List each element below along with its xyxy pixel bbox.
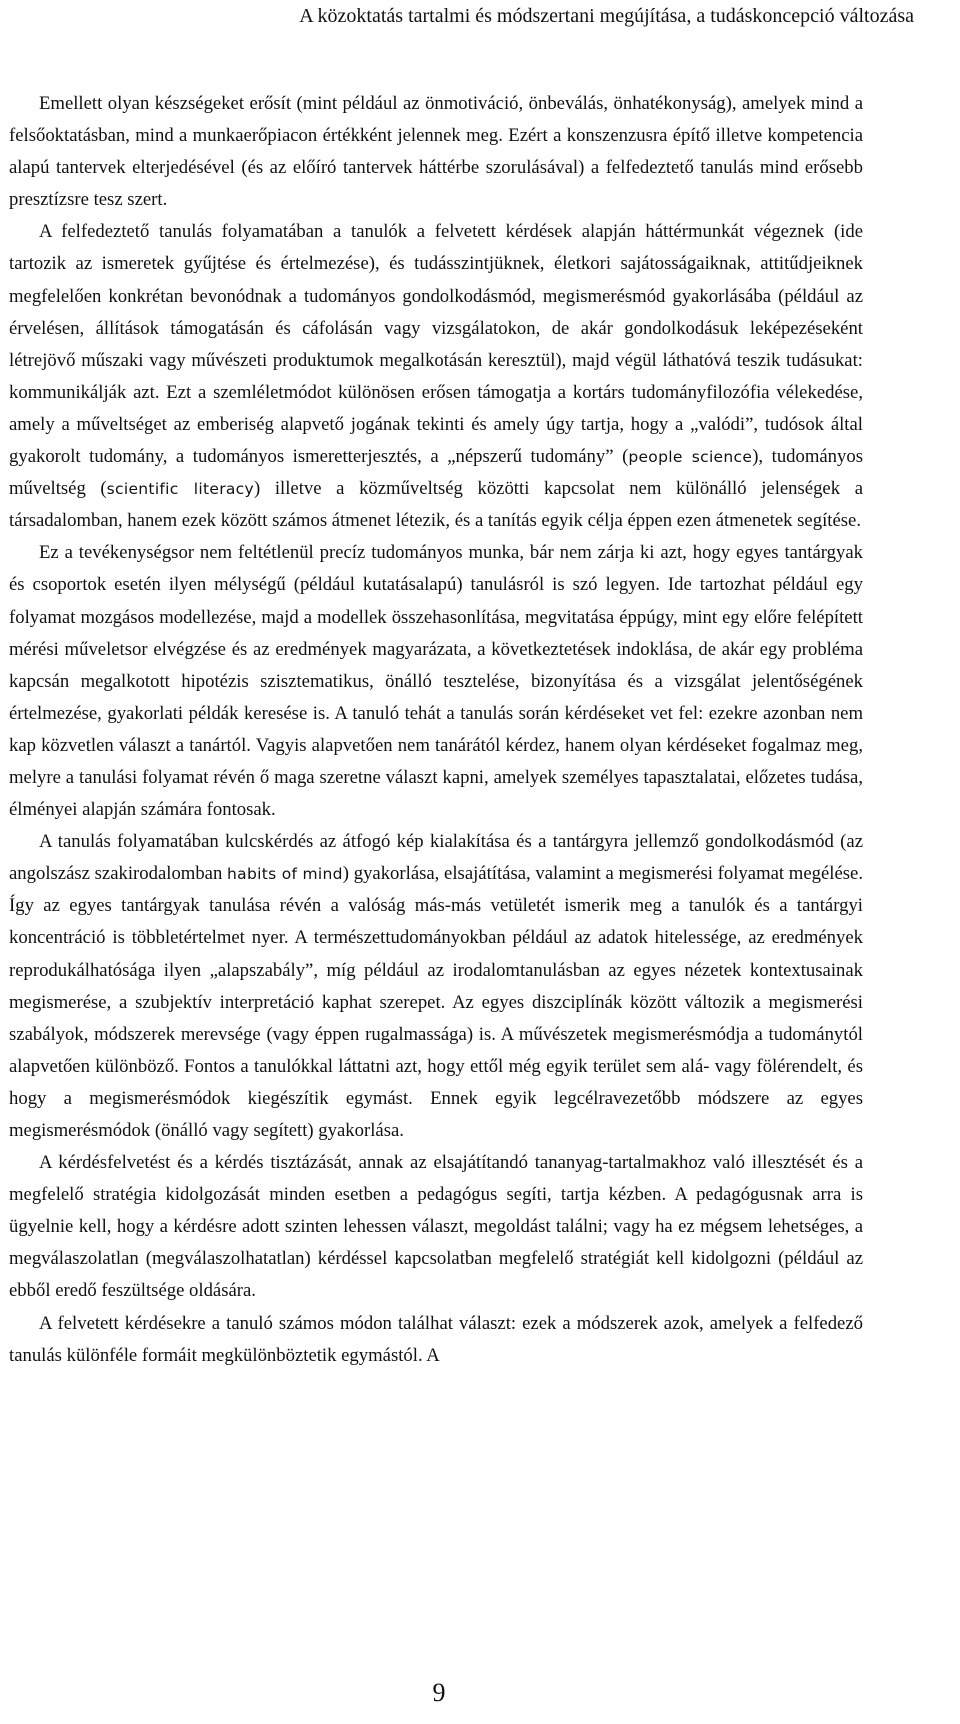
- term-scientific-literacy: scientific literacy: [106, 480, 254, 499]
- paragraph-1: Emellett olyan készségeket erősít (mint például az önmotiváció, önbeválás, önhatékonyság), amelyek mind a felsőoktatásban, mind a munkaerőpiacon értékként jelennek meg. Ezért a konszenzusra építő illetve kompetencia alapú tantervek elterjedésével (és az előíró tantervek háttérbe szorulásával) a felfedeztető tanulás mind erősebb presztízsre tesz szert.: [9, 93, 863, 211]
- paragraph-2: [9, 216, 863, 537]
- paragraph-2-text-a: A felfedeztető tanulás folyamatában a tanulók a felvetett kérdések alapján háttérmunkát végeznek (ide tartozik az ismeretek gyűjtése és értelmezése), és tudásszintjüknek, életkori sajátosságaiknak, attitűdjeiknek megfelelően konkrétan bevonódnak a tudományos gondolkodásmód, megismerésmód gyakorlásába (például az érvelésen, állítások támogatásán és cáfolásán vagy vizsgálatokon, de akár gondolkodásuk leképezéseként létrejövő műszaki vagy művészeti produktumok megalkotásán keresztül), majd végül láthatóvá teszik tudásukat: kommunikálják azt. Ezt a szemléletmódot különösen erősen támogatja a kortárs tudományfilozófia vélekedése, amely a műveltséget az emberiség alapvető jogának tekinti és amely úgy tartja, hogy a „valódi”, tudósok által gyakorolt tudomány, a tudományos ismeretterjesztés, a „népszerű tudomány” (: [9, 221, 863, 468]
- term-habits-of-mind: habits of mind: [227, 865, 343, 884]
- paragraph-6: A felvetett kérdésekre a tanuló számos módon találhat választ: ezek a módszerek azok, amelyek a felfedező tanulás különféle formáit megkülönböztetik egymástól. A: [9, 1312, 863, 1366]
- paragraph-5: A kérdésfelvetést és a kérdés tisztázását, annak az elsajátítandó tananyag-tartalmakhoz való illesztését és a megfelelő stratégia kidolgozását minden esetben a pedagógus segíti, tartja kézben. A pedagógusnak arra is ügyelnie kell, hogy a kérdésre adott szinten lehessen választ, megoldást találni; vagy ha ez mégsem lehetséges, a megválaszolatlan (megválaszolhatatlan) kérdéssel kapcsolatban megfelelő stratégiát kell kidolgozni (például az ebből eredő feszültsége oldására.: [9, 1152, 863, 1302]
- running-header: A közoktatás tartalmi és módszertani megújítása, a tudáskoncepció változása: [299, 5, 914, 27]
- paragraph-3: Ez a tevékenységsor nem feltétlenül precíz tudományos munka, bár nem zárja ki azt, hogy egyes tantárgyak és csoportok esetén ilyen mélységű (például kutatásalapú) tanulásról is szó legyen. Ide tartozhat például egy folyamat mozgásos modellezése, majd a modellek összehasonlítása, megvitatása éppúgy, mint egy előre felépített mérési műveletsor elvégzése és az eredmények magyarázata, a következtetések indoklása, de akár egy probléma kapcsán megalkotott hipotézis szisztematikus, önálló tesztelése, bizonyítása és a vizsgálat jelentőségének értelmezése, gyakorlati példák keresése is. A tanuló tehát a tanulás során kérdéseket vet fel: ezekre azonban nem kap közvetlen választ a tanártól. Vagyis alapvetően nem tanárától kérdez, hanem olyan kérdéseket fogalmaz meg, melyre a tanulási folyamat révén ő maga szeretne választ kapni, amelyek személyes tapasztalatai, előzetes tudása, élményei alapján számára fontosak.: [9, 542, 863, 821]
- paragraph-2-text-b: ), tudományos műveltség (: [9, 446, 863, 500]
- paragraph-2-text-c: ) illetve a közműveltség közötti kapcsolat nem különálló jelenségek a társadalomban, hanem ezek között számos átmenet létezik, és a tanítás egyik célja éppen ezen átmenetek segítése.: [9, 478, 863, 532]
- term-people-science: people science: [628, 448, 753, 467]
- paragraph-4-text-a: A tanulás folyamatában kulcskérdés az átfogó kép kialakítása és a tantárgyra jellemző gondolkodásmód (az angolszász szakirodalomban: [9, 831, 863, 885]
- paragraph-4: [9, 826, 863, 1147]
- body-text: [9, 88, 863, 1372]
- page-number: 9: [432, 1678, 446, 1707]
- paragraph-4-text-b: ) gyakorlása, elsajátítása, valamint a megismerési folyamat megélése. Így az egyes tantárgyak tanulása révén a valóság más-más vetületét ismerik meg a tanulók és a tantárgyi koncentráció is többletértelmet nyer. A természettudományokban például az adatok hitelessége, az eredmények reprodukálhatósága ilyen „alapszabály”, míg például az irodalomtanulásban az egyes nézetek kontextusainak megismerése, a szubjektív interpretáció kaphat szerepet. Az egyes diszciplínák között változik a megismerési szabályok, módszerek merevsége (vagy éppen rugalmassága) is. A művészetek megismerésmódja a tudománytól alapvetően különböző. Fontos a tanulókkal láttatni azt, hogy ettől még egyik terület sem alá- vagy fölérendelt, és hogy a megismerésmódok kiegészítik egymást. Ennek egyik legcélravezetőbb módszere az egyes megismerésmódok (önálló vagy segített) gyakorlása.: [9, 863, 863, 1141]
